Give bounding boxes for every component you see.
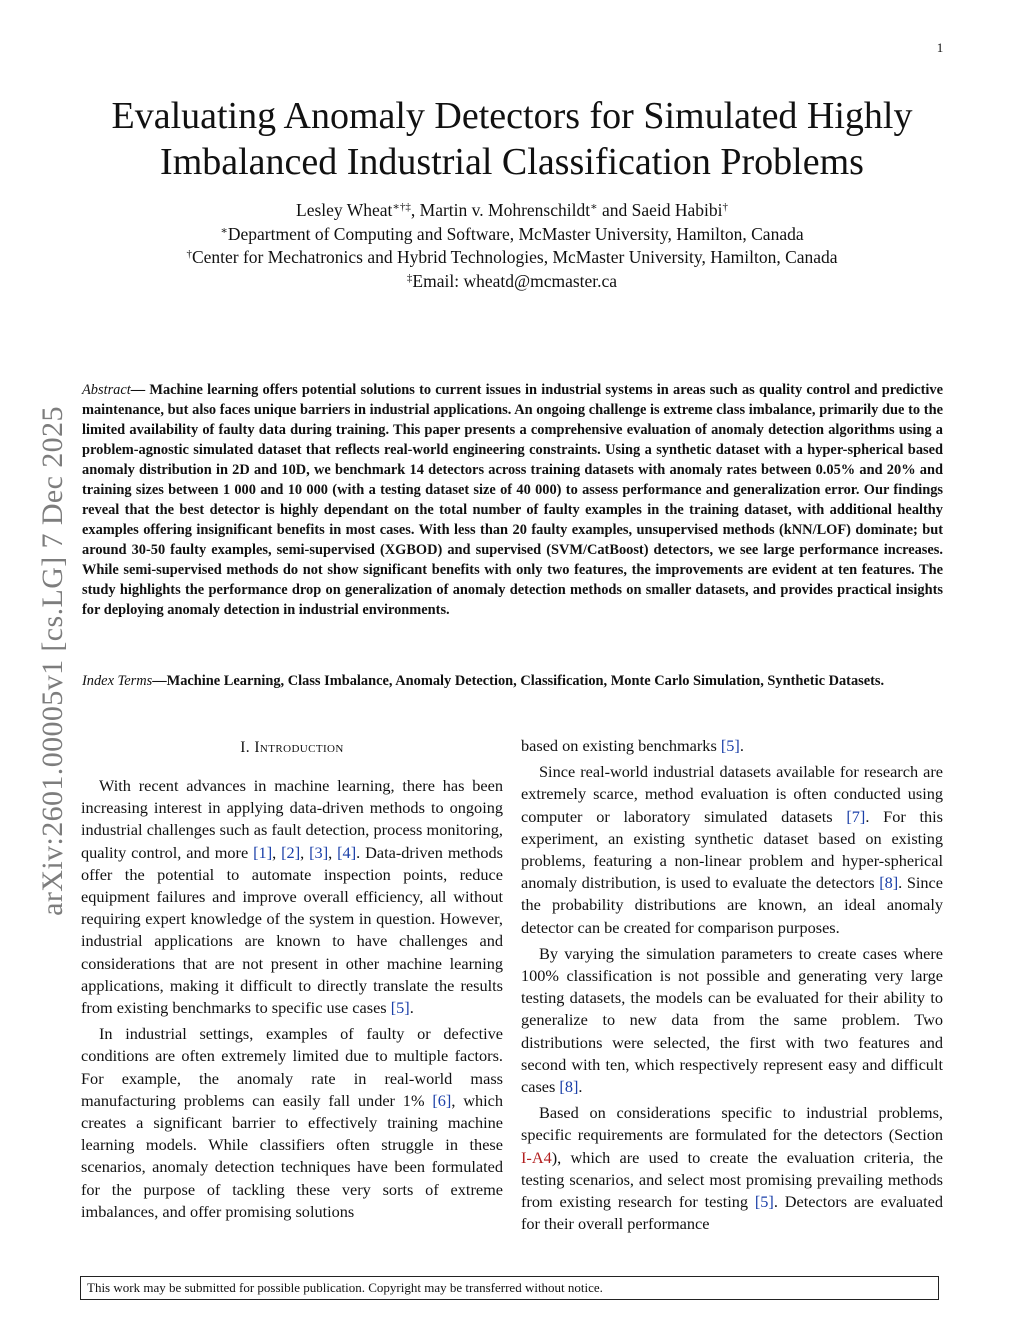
citation-link[interactable]: [4] [337, 842, 357, 862]
author-3: and Saeid Habibi [597, 200, 723, 220]
index-terms: Index Terms—Machine Learning, Class Imbalance, Anomaly Detection, Classification, Monte Carlo Simulation, Synthetic Datasets. [82, 673, 885, 689]
author-2: , Martin v. Mohrenschildt [410, 200, 591, 220]
paper-title [60, 93, 964, 185]
affiliation-2: †Center for Mechatronics and Hybrid Technologies, McMaster University, Hamilton, Canada [186, 247, 838, 267]
citation-link[interactable]: [5] [720, 736, 740, 755]
abstract: Abstract— Machine learning offers potential solutions to current issues in industrial systems in areas such as quality control and predictive maintenance, but also faces unique barriers in industrial applications. An ongoing challenge is extreme class imbalance, primarily due to the limited availability of faulty data during training. This paper presents a comprehensive evaluation of anomaly detection algorithms using a problem-agnostic simulated dataset that reflects real-world engineering constraints. Using a synthetic dataset with a hyper-spherical based anomaly distribution in 2D and 10D, we benchmark 14 detectors across training datasets with anomaly rates between 0.05% and 20% and training sizes between 1 000 and 10 000 (with a testing dataset size of 40 000) to assess performance and generalization error. Our findings reveal that the best detector is highly dependant on the total number of faulty examples in the training dataset, with additional healthy examples offering insignificant benefits in most cases. With less than 20 faulty examples, unsupervised methods (kNN/LOF) dominate; but around 30-50 faulty examples, semi-supervised (XGBOD) and supervised (SVM/CatBoost) detectors, we see large performance increases. While semi-supervised methods do not show significant benefits with only two features, the improvements are evident at ten features. The study highlights the performance drop on generalization of anomaly detection methods on smaller datasets, and provides practical insights for deploying anomaly detection in industrial environments. [82, 382, 943, 618]
author-email: Email: wheatd@mcmaster.ca [412, 270, 618, 291]
intro-paragraph-2: In industrial settings, examples of faulty or defective conditions are often extremely limited due to multiple factors. For example, the anomaly rate in real-world mass manufacturing problems can easily fall under 1% [6], which creates a significant barrier to effectively training machine learning models. While classifiers often struggle in these scenarios, anomaly detection techniques have been formulated for the purpose of tackling these very sorts of extreme imbalances, and offer promising solutions [81, 1024, 503, 1221]
arxiv-identifier: arXiv:2601.00005v1 [cs.LG] 7 Dec 2025 [36, 406, 69, 916]
citation-link[interactable]: [3] [309, 842, 329, 862]
copyright-notice: This work may be submitted for possible publication. Copyright may be transferred without notice. [80, 1276, 939, 1300]
left-column [81, 735, 503, 1227]
intro-paragraph-3: Since real-world industrial datasets available for research are extremely scarce, method evaluation is often conducted using computer or laboratory simulated datasets [7]. For this experiment, an existing synthetic dataset based on existing problems, featuring a non-linear problem and hyper-spherical anomaly distribution, is used to evaluate the detectors [8]. Since the probability distributions are known, an ideal anomaly detector can be created for comparison purposes. [521, 762, 944, 937]
citation-link[interactable]: [5] [754, 1192, 774, 1212]
author-1-marks: ∗†‡ [392, 201, 411, 213]
index-terms-label: Index Terms [82, 673, 153, 689]
title-line-1: Evaluating Anomaly Detectors for Simulated Highly [111, 95, 913, 137]
author-block [60, 199, 964, 293]
abstract-label: Abstract [82, 382, 131, 398]
affiliation-1: ∗Department of Computing and Software, McMaster University, Hamilton, Canada [220, 223, 804, 244]
citation-link[interactable]: [2] [281, 842, 301, 862]
citation-link[interactable]: [8] [879, 873, 899, 893]
intro-paragraph-5: Based on considerations specific to industrial problems, specific requirements are formulated for the detectors (Section I-A4), which are used to create the evaluation criteria, the testing scenarios, and select most promising prevailing methods from existing research for testing [5]. Detectors are evaluated for their overall performance [521, 1103, 943, 1234]
citation-link[interactable]: [6] [432, 1090, 452, 1110]
intro-paragraph-4: By varying the simulation parameters to create cases where 100% classification is not possible and generating very large testing datasets, the models can be evaluated for their ability to generalize to new data from the same problem. Two distributions were selected, the first with two features and second with ten, which respectively represent easy and difficult cases [8]. [521, 943, 943, 1097]
author-names [60, 199, 964, 223]
author-1: Lesley Wheat [296, 200, 393, 220]
citation-link[interactable]: [1] [253, 842, 273, 862]
section-heading-introduction: I. Introduction [240, 739, 344, 756]
abstract-text: Machine learning offers potential solutions to current issues in industrial systems in areas such as quality control and predictive maintenance, but also faces unique barriers in industrial applications. An ongoing challenge is extreme class imbalance, primarily due to the limited availability of faulty data during training. This paper presents a comprehensive evaluation of anomaly detection algorithms using a problem-agnostic simulated dataset that reflects real-world engineering constraints. Using a synthetic dataset with a hyper-spherical based anomaly distribution in 2D and 10D, we benchmark 14 detectors across training datasets with anomaly rates between 0.05% and 20% and training sizes between 1 000 and 10 000 (with a testing dataset size of 40 000) to assess performance and generalization error. Our findings reveal that the best detector is highly dependant on the total number of faulty examples in the training dataset, with additional healthy examples offering insignificant benefits in most cases. With less than 20 faulty examples, unsupervised methods (kNN/LOF) dominate; but around 30-50 faulty examples, semi-supervised (XGBOD) and supervised (SVM/CatBoost) detectors, we see large performance increases. While semi-supervised methods do not show significant benefits with only two features, the improvements are evident at ten features. The study highlights the performance drop on generalization of anomaly detection methods on smaller datasets, and provides practical insights for deploying anomaly detection in industrial environments. [82, 382, 943, 618]
intro-paragraph-continued: based on existing benchmarks [5]. [521, 736, 744, 755]
right-column [521, 735, 943, 1239]
section-crossref-link[interactable]: I-A4 [521, 1147, 552, 1167]
title-line-2: Imbalanced Industrial Classification Problems [160, 141, 864, 183]
index-terms-text: Machine Learning, Class Imbalance, Anomaly Detection, Classification, Monte Carlo Simulation, Synthetic Datasets. [166, 673, 885, 689]
author-2-marks: ∗ [590, 201, 598, 213]
citation-link[interactable]: [7] [846, 806, 866, 826]
intro-paragraph-1: With recent advances in machine learning, there has been increasing interest in applying data-driven methods to ongoing industrial challenges such as fault detection, process monitoring, quality control, and more [1], [2], [3], [4]. Data-driven methods offer the potential to automate inspection points, reduce equipment failures and improve overall efficiency, all without requiring expert knowledge of the system in question. However, industrial applications are known to have challenges and considerations that are not present in other machine learning applications, making it difficult to directly translate the results from existing benchmarks to specific use cases [5]. [81, 776, 504, 1018]
citation-link[interactable]: [5] [390, 998, 410, 1018]
affiliation-3: ‡Email: wheatd@mcmaster.ca [406, 270, 618, 291]
page-number: 1 [936, 40, 944, 55]
author-3-marks: † [722, 201, 728, 213]
citation-link[interactable]: [8] [559, 1077, 579, 1097]
